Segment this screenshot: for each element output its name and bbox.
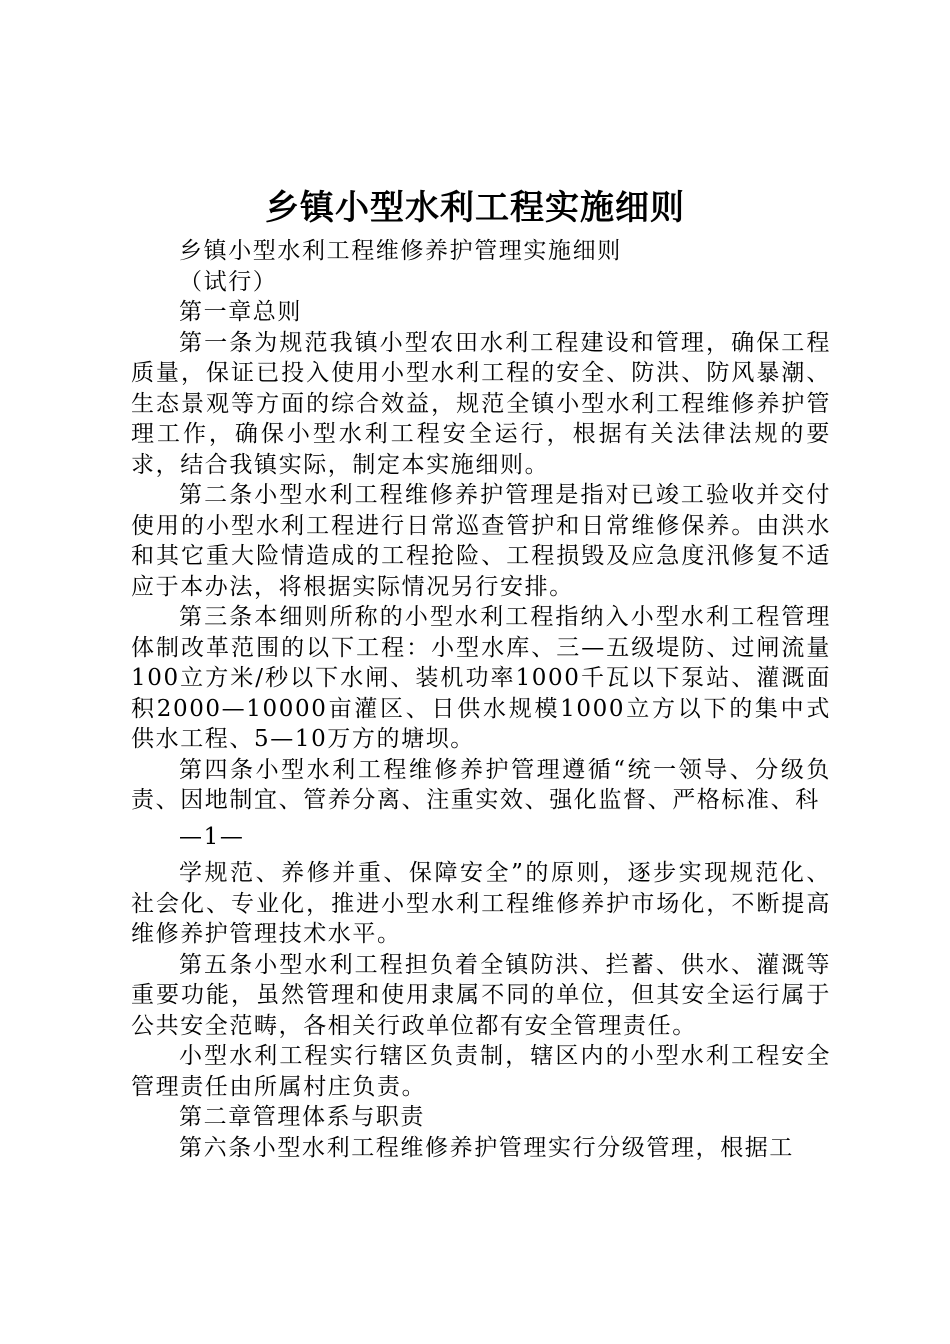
document-title: 乡镇小型水利工程实施细则	[265, 188, 685, 228]
document-subtitle: 乡镇小型水利工程维修养护管理实施细则	[179, 238, 622, 264]
document-body	[131, 236, 831, 1163]
article-4-continued: 学规范、养修并重、保障安全”的原则，逐步实现规范化、社会化、专业化，推进小型水利工程维修养护市场化，不断提高维修养护管理技术水平。	[131, 860, 831, 947]
article-1: 第一条为规范我镇小型农田水利工程建设和管理，确保工程质量，保证已投入使用小型水利工程的安全、防洪、防风暴潮、生态景观等方面的综合效益，规范全镇小型水利工程维修养护管理工作，确保小型水利工程安全运行，根据有关法律法规的要求，结合我镇实际，制定本实施细则。	[131, 329, 831, 478]
chapter-heading-1: 第一章总则	[179, 299, 302, 325]
page-number: —1—	[179, 823, 245, 850]
chapter-heading-2: 第二章管理体系与职责	[179, 1104, 425, 1130]
article-4: 第四条小型水利工程维修养护管理遵循“统一领导、分级负责、因地制宜、管养分离、注重实效、强化监督、严格标准、科	[131, 756, 831, 813]
article-3: 第三条本细则所称的小型水利工程指纳入小型水利工程管理体制改革范围的以下工程：小型水库、三—五级堤防、过闸流量100立方米/秒以下水闸、装机功率1000千瓦以下泵站、灌溉面积2000—10000亩灌区、日供水规模1000立方以下的集中式供水工程、5—10万方的塘坝。	[131, 604, 831, 752]
article-2: 第二条小型水利工程维修养护管理是指对已竣工验收并交付使用的小型水利工程进行日常巡查管护和日常维修保养。由洪水和其它重大险情造成的工程抢险、工程损毁及应急度汛修复不适应于本办法，将根据实际情况另行安排。	[131, 482, 831, 600]
trial-note: （试行）	[179, 268, 278, 295]
article-5-paragraph-2: 小型水利工程实行辖区负责制，辖区内的小型水利工程安全管理责任由所属村庄负责。	[131, 1043, 831, 1100]
article-6: 第六条小型水利工程维修养护管理实行分级管理，根据工	[179, 1134, 794, 1161]
article-5: 第五条小型水利工程担负着全镇防洪、拦蓄、供水、灌溉等重要功能，虽然管理和使用隶属不同的单位，但其安全运行属于公共安全范畴，各相关行政单位都有安全管理责任。	[131, 951, 831, 1039]
